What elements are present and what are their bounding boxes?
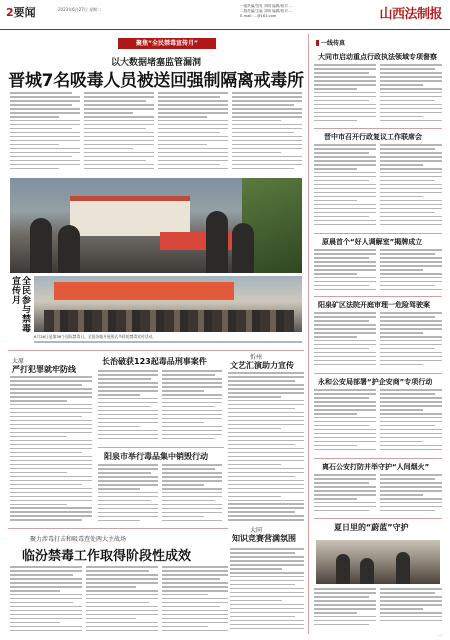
photo-person [58, 225, 80, 273]
photo-person [232, 223, 254, 273]
section-rule [8, 350, 304, 351]
police-duty-photo [316, 540, 440, 584]
brief-headline: 永和公安局部署“护企安商”专项行动 [318, 378, 433, 386]
photo-feature-title: 全民参与禁毒宣传月 [10, 276, 30, 333]
story-headline: 阳泉市举行毒品集中销毁行动 [104, 452, 208, 461]
section-rule [8, 528, 228, 529]
lead-body-col-3 [158, 92, 228, 174]
brief-rule [314, 373, 442, 374]
lead-body-col-2 [84, 92, 154, 174]
brief-body [380, 588, 442, 628]
story-body [10, 376, 92, 526]
brief-headline: 晋中市召开行政复议工作联席会 [324, 133, 422, 141]
bottom-kicker: 聚力涉毒打击和吸毒查处两大主战场 [30, 536, 127, 543]
photo-person [336, 554, 350, 584]
section-label: 一线传真 [316, 38, 345, 47]
brief-body [314, 144, 376, 230]
brief-rule [314, 233, 442, 234]
photo-booth-shape [70, 196, 190, 236]
brief-rule [314, 458, 442, 459]
story-headline: 严打犯罪就牢防线 [12, 365, 76, 374]
bottom-headline: 临汾禁毒工作取得阶段性成效 [22, 549, 192, 564]
photo-caption: 6月26日是第36个国际禁毒日。全国各地开展形式多样的禁毒宣传活动。 [34, 334, 157, 339]
brief-body [380, 312, 442, 370]
photo-feature-label [10, 276, 30, 338]
story-body [230, 548, 304, 634]
story-body [162, 464, 222, 526]
story-body [98, 464, 158, 526]
brief-body [314, 588, 376, 632]
story-body [228, 372, 304, 524]
photo-person [396, 552, 410, 584]
brief-body [380, 249, 442, 293]
brief-headline: 夏日里的“蔚蓝”守护 [334, 523, 409, 532]
photo-crowd-shape [44, 310, 294, 332]
lead-body-col-4 [232, 92, 302, 174]
lead-headline: 晋城7名吸毒人员被送回强制隔离戒毒所 [8, 71, 304, 91]
photo-person [360, 558, 374, 584]
photo-person [206, 211, 228, 273]
story-location: 忻州 [250, 354, 263, 361]
editor-info [240, 4, 292, 19]
story-headline: 文艺汇演助力宣传 [230, 361, 294, 370]
page-number: 2要闻 [6, 6, 36, 19]
section-rule [98, 447, 224, 448]
brief-rule [314, 518, 442, 519]
editor-line-3: E-mail: ...@163.com [240, 14, 277, 18]
photo-tent-shape [54, 282, 234, 300]
story-body [98, 370, 158, 444]
outdoor-campaign-photo [34, 276, 302, 332]
brief-body [314, 249, 376, 293]
brief-body [314, 389, 376, 455]
column-divider [308, 34, 309, 634]
brief-headline: 离石公安打防并举守护“人间烟火” [322, 463, 430, 471]
story-location: 太原 [12, 358, 25, 365]
brief-body [314, 312, 376, 370]
brief-body [380, 389, 442, 455]
brief-body [314, 64, 376, 126]
brief-body [380, 144, 442, 230]
story-headline: 长治破获123起毒品刑事案件 [102, 357, 207, 366]
issue-date: 2023年6月27日 星期二 [58, 7, 102, 12]
story-location: 大同 [250, 527, 263, 534]
photo-caption-body [34, 341, 302, 347]
anti-drug-booth-photo [10, 178, 302, 273]
newspaper-logo: 山西法制报 [379, 7, 442, 22]
brief-body [314, 474, 376, 516]
editor-line-2: 二版责编/主编 刘明 编辑/校对 ... [240, 9, 293, 13]
brief-headline: 原晨首个“好人调解室”揭牌成立 [322, 238, 423, 246]
story-body [162, 566, 228, 634]
story-body [162, 370, 222, 444]
brief-body [380, 64, 442, 126]
footer-code: ... [438, 632, 442, 637]
brief-headline: 阳泉矿区法院开庭审理一危险驾驶案 [318, 301, 430, 309]
editor-line-1: 一级责编/签发 刘明 编辑/校对 ... [240, 4, 293, 8]
masthead [0, 0, 450, 30]
brief-rule [314, 128, 442, 129]
lead-body-col-1 [10, 92, 80, 174]
brief-rule [314, 296, 442, 297]
photo-person [30, 218, 52, 273]
brief-body [380, 474, 442, 516]
story-body [10, 566, 82, 634]
lead-kicker: 以大数据堵塞监管漏洞 [110, 58, 201, 68]
brief-headline: 大同市启动重点行政执法领域专项督察 [318, 53, 437, 61]
topic-banner: 聚焦“全民禁毒宣传月” [118, 38, 216, 49]
story-body [86, 566, 158, 634]
section-name: 要闻 [13, 6, 36, 19]
story-headline: 知识竞赛营满氛围 [232, 534, 296, 543]
